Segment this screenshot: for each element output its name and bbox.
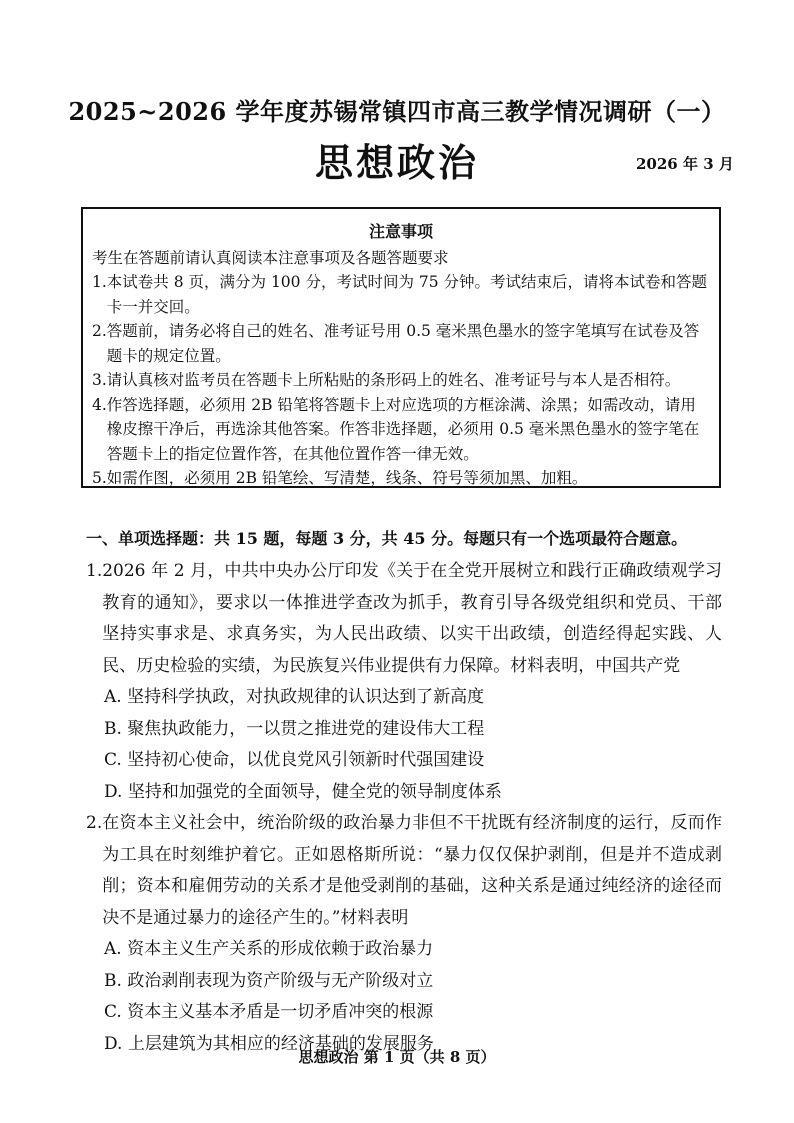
question-stem xyxy=(86,808,722,934)
notice-item-number: 4. xyxy=(92,395,107,414)
notice-item xyxy=(92,319,710,368)
notice-item-number: 3. xyxy=(92,371,107,389)
option-b: B. 政治剥削表现为资产阶级与无产阶级对立 xyxy=(104,970,434,991)
question-number: 2. xyxy=(86,813,103,833)
question-list xyxy=(86,556,722,1060)
option-d: D. 上层建筑为其相应的经济基础的发展服务 xyxy=(104,1033,434,1054)
option-c: C. 资本主义基本矛盾是一切矛盾冲突的根源 xyxy=(104,1002,434,1022)
option-c: C. 坚持初心使命，以优良党风引领新时代强国建设 xyxy=(104,750,485,770)
question-2 xyxy=(86,808,722,1060)
notice-item xyxy=(92,368,710,393)
option-b: B. 聚焦执政能力，一以贯之推进党的建设伟大工程 xyxy=(104,718,485,739)
question-stem xyxy=(86,556,722,682)
notice-item-text: 如需作图，必须用 2B 铅笔绘、写清楚，线条、符号等须加黑、加粗。 xyxy=(106,469,588,487)
notice-intro: 考生在答题前请认真阅读本注意事项及各题答题要求 xyxy=(92,248,449,267)
question-text: 2026 年 2 月，中共中央办公厅印发《关于在全党开展树立和践行正确政绩观学习教育的通知》，要求以一体推进学查改为抓手，教育引导各级党组织和党员、干部坚持实事求是、求真务实，为人民出政绩、以实干出政绩，创造经得起实践、人民、历史检验的实绩，为民族复兴伟业提供有力保障。材料表明，中国共产党 xyxy=(102,561,722,676)
notice-item xyxy=(92,393,710,467)
question-1 xyxy=(86,556,722,808)
notice-item-text: 请认真核对监考员在答题卡上所粘贴的条形码上的姓名、准考证号与本人是否相符。 xyxy=(106,371,681,389)
question-text: 在资本主义社会中，统治阶级的政治暴力非但不干扰既有经济制度的运行，反而作为工具在时刻维护着它。正如恩格斯所说：“暴力仅仅保护剥削，但是并不造成剥削；资本和雇佣劳动的关系才是他受剥削的基础，这种关系是通过纯经济的途径而决不是通过暴力的途径产生的。”材料表明 xyxy=(102,813,722,928)
notice-item-text: 本试卷共 8 页，满分为 100 分，考试时间为 75 分钟。考试结束后，请将本试卷和答题卡一并交回。 xyxy=(106,273,708,316)
subject-title: 思想政治 xyxy=(314,140,479,185)
exam-title: 2025~2026 学年度苏锡常镇四市高三教学情况调研（一） xyxy=(68,97,726,126)
page-footer: 思想政治 第 1 页（共 8 页） xyxy=(298,1048,496,1066)
notice-item xyxy=(92,270,710,319)
notice-title: 注意事项 xyxy=(368,222,433,241)
notice-item xyxy=(92,466,710,491)
notice-item-number: 1. xyxy=(92,273,107,291)
option-a: A. 坚持科学执政，对执政规律的认识达到了新高度 xyxy=(104,687,485,707)
option-d: D. 坚持和加强党的全面领导，健全党的领导制度体系 xyxy=(104,781,502,802)
notice-item-text: 答题前，请务必将自己的姓名、准考证号用 0.5 毫米黑色墨水的签字笔填写在试卷及答题卡的规定位置。 xyxy=(106,322,700,365)
option-a: A. 资本主义生产关系的形成依赖于政治暴力 xyxy=(104,939,434,959)
section-heading: 一、单项选择题：共 15 题，每题 3 分，共 45 分。每题只有一个选项最符合题意。 xyxy=(86,529,688,548)
notice-box xyxy=(81,207,721,488)
notice-item-number: 5. xyxy=(92,469,107,487)
question-number: 1. xyxy=(86,561,103,581)
exam-date: 2026 年 3 月 xyxy=(636,155,734,173)
notice-item-number: 2. xyxy=(92,322,107,340)
notice-item-text: 作答选择题，必须用 2B 铅笔将答题卡上对应选项的方框涂满、涂黑；如需改动，请用橡皮擦干净后，再选涂其他答案。作答非选择题，必须用 0.5 毫米黑色墨水的签字笔在答题卡上的指定位置作答，在其他位置作答一律无效。 xyxy=(106,395,700,463)
